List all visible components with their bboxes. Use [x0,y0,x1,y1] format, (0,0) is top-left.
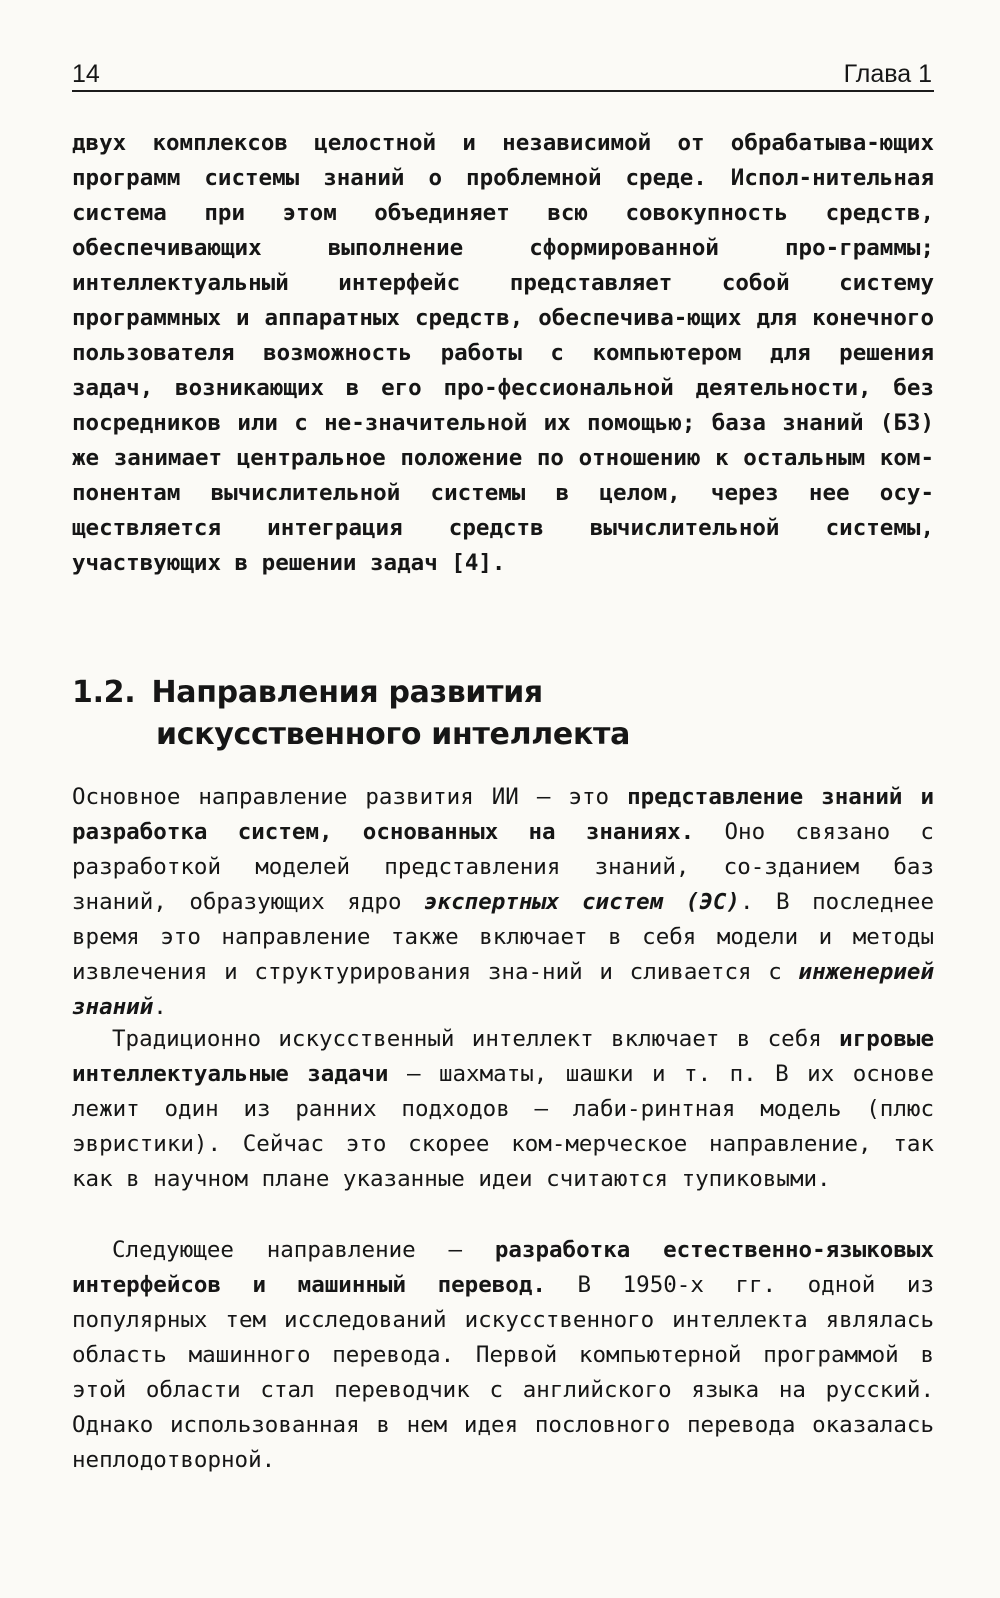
section-number: 1.2. [72,675,136,710]
book-page [72,0,934,1598]
text-run: В 1950-х гг. одной из популярных тем исследований искусственного интеллекта являлась область машинного перевода. Первой компьютерной программой в этой области стал переводчик с английского языка на русский. Однако использованная в нем идея пословного перевода оказалась неплодотворной. [72,1272,934,1473]
text-run: Оно связано с разработкой моделей представления знаний, со-зданием баз знаний, образующих ядро [72,819,934,915]
text-run: Следующее направление — [112,1237,495,1263]
text-run: Традиционно искусственный интеллект включает в себя [112,1026,840,1052]
italic-term-expert-systems: экспертных систем (ЭС) [424,889,740,915]
page-number: 14 [72,60,100,88]
text-run: — шахматы, шашки и т. п. В их основе лежит один из ранних подходов — лаби-ринтная модель (плюс эвристики). Сейчас это скорее ком-мерческое направление, так как в научном плане указанные идеи считаются тупиковыми. [72,1061,934,1192]
text-run: . [153,994,167,1020]
section-title-line2: искусственного интеллекта [156,717,631,752]
section-title-line1: Направления развития [151,675,543,710]
text-run: . В последнее время это направление также включает в себя модели и методы извлечения и структурирования зна-ний и сливается с [72,889,935,985]
running-head [72,58,934,92]
paragraph-game-tasks [72,1022,934,1197]
section-heading [72,672,934,756]
chapter-label: Глава 1 [843,60,932,88]
bold-term-natural-language-interfaces: разработка естественно-языковых интерфейсов и машинный перевод. [72,1237,934,1298]
italic-term-knowledge-engineering: инженерией знаний [72,959,934,1020]
text-run: Основное направление развития ИИ — это [72,784,628,810]
paragraph-knowledge-base: двух комплексов целостной и независимой от обрабатыва-ющих программ системы знаний о проблемной среде. Испол-нительная система при этом объединяет всю совокупность средств, обеспечивающих выполнение сформированной про-граммы; интеллектуальный интерфейс представляет собой систему программных и аппаратных средств, обеспечива-ющих для конечного пользователя возможность работы с компьютером для решения задач, возникающих в его про-фессиональной деятельности, без посредников или с не-значительной их помощью; база знаний (БЗ) же занимает центральное положение по отношению к остальным ком-понентам вычислительной системы в целом, через нее осу-ществляется интеграция средств вычислительной системы, участвующих в решении задач [4]. [72,130,934,576]
bold-term-game-tasks: игровые интеллектуальные задачи [72,1026,934,1087]
paragraph-main-direction [72,780,934,1025]
paragraph-natural-language [72,1233,934,1478]
bold-term-knowledge-representation: представление знаний и разработка систем, основанных на знаниях. [72,784,934,845]
